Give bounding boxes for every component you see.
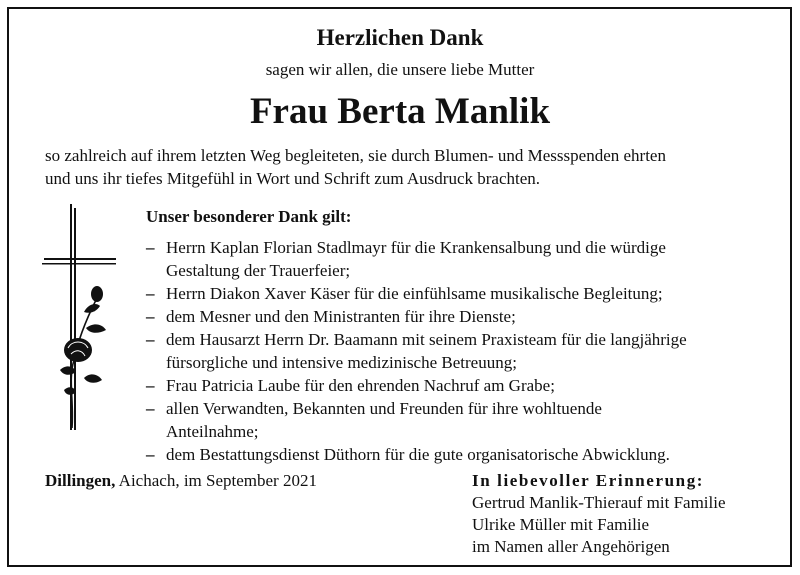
- list-item: [146, 443, 766, 466]
- place-rest: Aichach, im September 2021: [115, 471, 317, 490]
- list-item-text: Anteilnahme;: [166, 422, 259, 441]
- list-item-text: – Herrn Kaplan Florian Stadlmayr für die Krankensalbung und die würdige: [166, 238, 666, 257]
- list-item-text: – dem Hausarzt Herrn Dr. Baamann mit seinem Praxisteam für die langjährige: [166, 330, 687, 349]
- signer: Ulrike Müller mit Familie: [472, 515, 650, 534]
- list-item-text: – Frau Patricia Laube für den ehrenden Nachruf am Grabe;: [166, 376, 555, 395]
- list-item: [146, 236, 766, 282]
- thanks-list: [146, 236, 766, 466]
- notice-subtitle: sagen wir allen, die unsere liebe Mutter: [265, 60, 535, 79]
- intro-line: so zahlreich auf ihrem letzten Weg begleiteten, sie durch Blumen- und Messspenden ehrten: [45, 146, 666, 165]
- list-item: [146, 328, 766, 374]
- place-city: Dillingen,: [45, 471, 116, 490]
- list-item-text: Gestaltung der Trauerfeier;: [166, 261, 351, 280]
- list-item: [146, 305, 766, 328]
- list-item-text: – allen Verwandten, Bekannten und Freunden für ihre wohltuende: [166, 399, 602, 418]
- signers: [472, 492, 726, 558]
- signer: Gertrud Manlik-Thierauf mit Familie: [472, 493, 726, 512]
- list-item-text: fürsorgliche und intensive medizinische Betreuung;: [166, 353, 517, 372]
- intro-text: [45, 144, 765, 190]
- cross-with-rose-icon: [40, 200, 120, 440]
- intro-line: und uns ihr tiefes Mitgefühl in Wort und Schrift zum Ausdruck brachten.: [45, 169, 541, 188]
- signature-heading: In liebevoller Erinnerung:: [472, 471, 705, 490]
- place-date: [45, 469, 317, 492]
- notice-title: Herzlichen Dank: [316, 25, 484, 50]
- list-item-text: – dem Mesner und den Ministranten für ihre Dienste;: [166, 307, 516, 326]
- list-item: [146, 282, 766, 305]
- list-item: [146, 397, 766, 443]
- list-item-text: – Herrn Diakon Xaver Käser für die einfühlsame musikalische Begleitung;: [166, 284, 663, 303]
- signer: im Namen aller Angehörigen: [472, 537, 670, 556]
- list-item-text: – dem Bestattungsdienst Düthorn für die gute organisatorische Abwicklung.: [166, 445, 670, 464]
- list-item: [146, 374, 766, 397]
- thanks-heading: Unser besonderer Dank gilt:: [146, 207, 352, 226]
- deceased-name: Frau Berta Manlik: [249, 91, 551, 132]
